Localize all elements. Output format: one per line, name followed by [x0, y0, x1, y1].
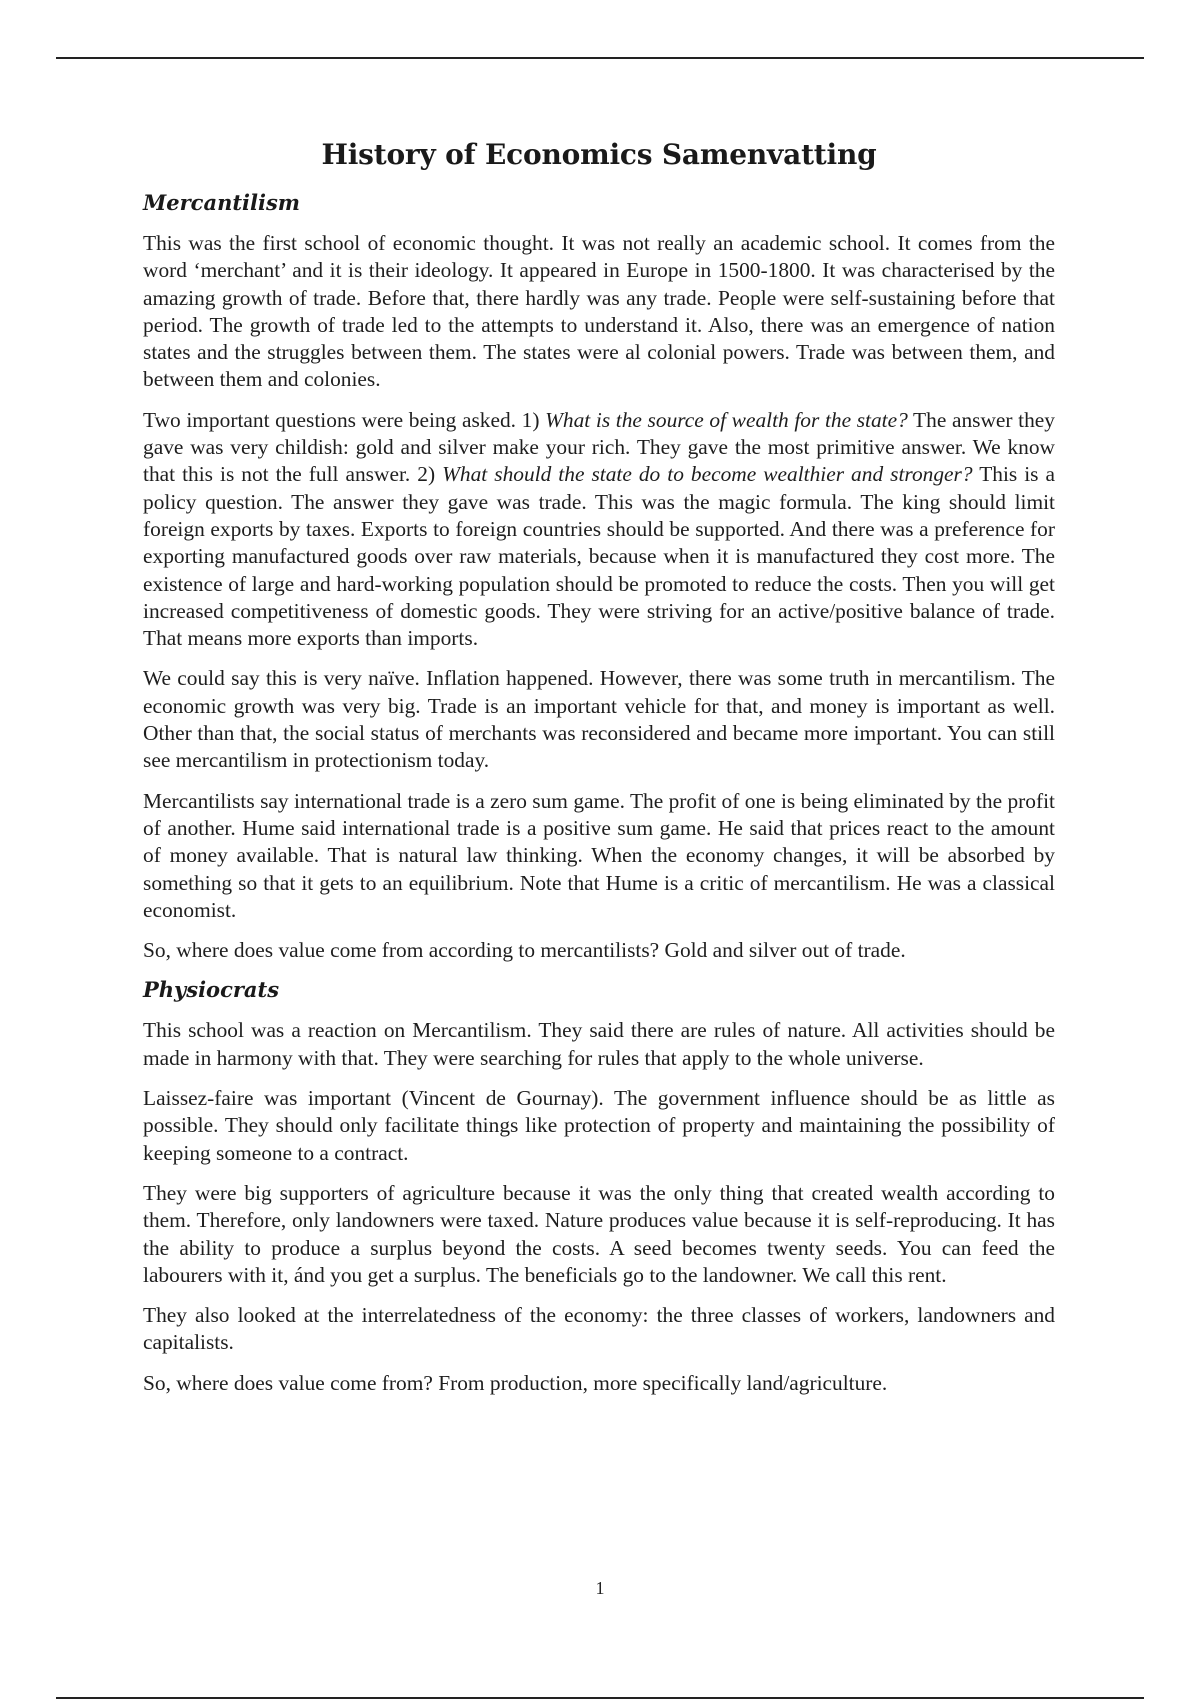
- question-one: What is the source of wealth for the state?: [545, 407, 908, 432]
- paragraph: [143, 407, 1055, 653]
- question-two: What should the state do to become wealthier and stronger?: [442, 462, 973, 487]
- paragraph: This was the first school of economic thought. It was not really an academic school. It comes from the word ‘merchant’ and it is their ideology. It appeared in Europe in 1500-1800. It was characterised by the amazing growth of trade. Before that, there hardly was any trade. People were self-sustaining before that period. The growth of trade led to the attempts to understand it. Also, there was an emergence of nation states and the struggles between them. The states were al colonial powers. Trade was between them, and between them and colonies.: [143, 231, 1055, 392]
- paragraph: So, where does value come from according to mercantilists? Gold and silver out of trade.: [143, 938, 906, 963]
- paragraph-text: This is a policy question. The answer they gave was trade. This was the magic formula. The king should limit foreign exports by taxes. Exports to foreign countries should be supported. And there was a preference for exporting manufactured goods over raw materials, because when it is manufactured they cost more. The existence of large and hard-working population should be promoted to reduce the costs. Then you will get increased competitiveness of domestic goods. They were striving for an active/positive balance of trade. That means more exports than imports.: [143, 462, 1056, 651]
- section-heading-mercantilism: Mercantilism: [143, 190, 301, 215]
- paragraph: We could say this is very naïve. Inflation happened. However, there was some truth in mercantilism. The economic growth was very big. Trade is an important vehicle for that, and money is important as well. Other than that, the social status of merchants was reconsidered and became more important. You can still see mercantilism in protectionism today.: [143, 666, 1055, 773]
- page-number: 1: [595, 1578, 605, 1598]
- paragraph: Mercantilists say international trade is a zero sum game. The profit of one is being eliminated by the profit of another. Hume said international trade is a positive sum game. He said that prices react to the amount of money available. That is natural law thinking. When the economy changes, it will be absorbed by something so that it gets to an equilibrium. Note that Hume is a critic of mercantilism. He was a classical economist.: [143, 788, 1055, 922]
- top-rule: [56, 57, 1144, 59]
- paragraph: They were big supporters of agriculture because it was the only thing that created wealth according to them. Therefore, only landowners were taxed. Nature produces value because it is self-reproducing. It has the ability to produce a surplus beyond the costs. A seed becomes twenty seeds. You can feed the labourers with it, ánd you get a surplus. The beneficials go to the landowner. We call this rent.: [143, 1180, 1055, 1287]
- document-title: History of Economics Samenvatting: [321, 138, 877, 171]
- section-mercantilism: [143, 190, 1055, 964]
- paragraph: Laissez-faire was important (Vincent de Gournay). The government influence should be as little as possible. They should only facilitate things like protection of property and maintaining the possibility of keeping someone to a contract.: [143, 1086, 1055, 1165]
- section-physiocrats: [143, 977, 1055, 1397]
- paragraph: This school was a reaction on Mercantilism. They said there are rules of nature. All activities should be made in harmony with that. They were searching for rules that apply to the whole universe.: [143, 1018, 1055, 1070]
- document-page: [143, 138, 1055, 1410]
- section-heading-physiocrats: Physiocrats: [143, 977, 280, 1003]
- paragraph: They also looked at the interrelatedness of the economy: the three classes of workers, landowners and capitalists.: [143, 1303, 1055, 1355]
- paragraph: So, where does value come from? From production, more specifically land/agriculture.: [143, 1370, 888, 1395]
- paragraph-text: Two important questions were being asked. 1): [143, 407, 546, 432]
- bottom-rule: [56, 1697, 1144, 1699]
- paragraph-text: The answer they gave was very childish: gold and silver make your rich. They gave the most primitive answer. We know that this is not the full answer. 2): [143, 407, 1055, 487]
